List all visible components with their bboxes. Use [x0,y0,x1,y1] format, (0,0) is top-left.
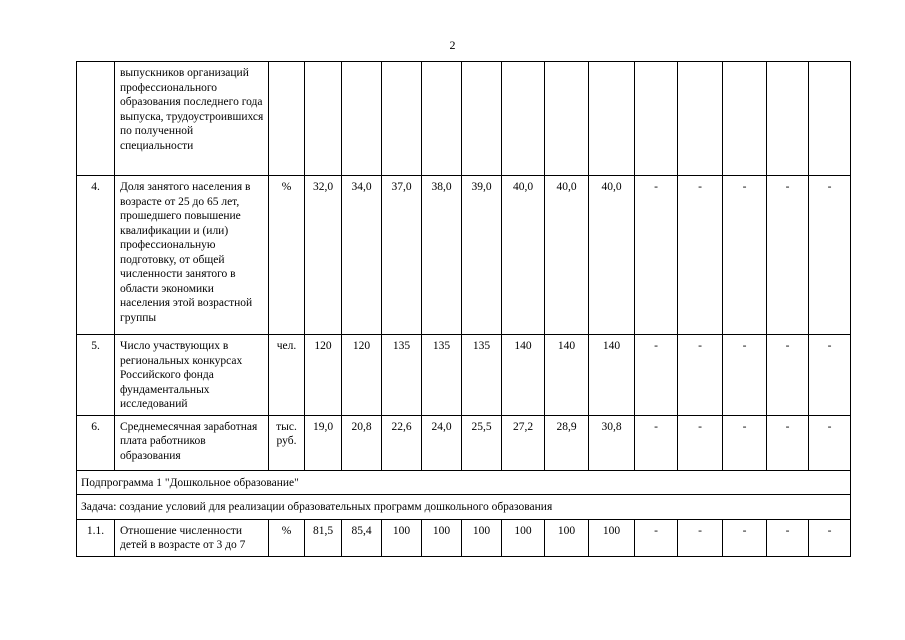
value-cell: - [767,519,809,556]
value-cell: 100 [422,519,462,556]
indicators-table [76,61,851,557]
unit-cell: % [269,519,305,556]
value-cell: 100 [462,519,502,556]
value-cell: 40,0 [545,176,589,335]
value-cell [545,62,589,176]
subprogram-heading: Подпрограмма 1 "Дошкольное образование" [77,470,851,495]
value-cell [422,62,462,176]
table-row [77,176,851,335]
value-cell: 27,2 [502,415,545,470]
task-row [77,495,851,520]
table-row [77,62,851,176]
value-cell [305,62,342,176]
value-cell: 30,8 [589,415,635,470]
value-cell: 140 [502,335,545,416]
value-cell: 120 [342,335,382,416]
indicator-description: выпускников организаций профессионального образования последнего года выпуска, трудоустроившихся по полученной специальности [115,62,269,176]
value-cell [462,62,502,176]
value-cell [502,62,545,176]
value-cell: - [809,519,851,556]
table-row [77,415,851,470]
value-cell [635,62,678,176]
value-cell: - [809,335,851,416]
indicator-description: Число участвующих в региональных конкурсах Российского фонда фундаментальных исследований [115,335,269,416]
page-number: 2 [449,38,456,52]
value-cell: 100 [589,519,635,556]
value-cell: 85,4 [342,519,382,556]
value-cell: 135 [462,335,502,416]
value-cell: - [767,335,809,416]
value-cell: 37,0 [382,176,422,335]
value-cell: - [635,519,678,556]
value-cell: 25,5 [462,415,502,470]
value-cell: - [723,415,767,470]
value-cell: 24,0 [422,415,462,470]
value-cell: - [635,176,678,335]
value-cell: 140 [589,335,635,416]
value-cell: 140 [545,335,589,416]
value-cell [767,62,809,176]
indicator-description: Доля занятого населения в возрасте от 25 до 65 лет, прошедшего повышение квалификации и (или) профессиональную подготовку, от общей численности занятого в области экономики населения этой возрастной группы [115,176,269,335]
value-cell [678,62,723,176]
value-cell: - [635,335,678,416]
value-cell: 120 [305,335,342,416]
value-cell: - [678,415,723,470]
value-cell: 135 [422,335,462,416]
unit-cell: тыс. руб. [269,415,305,470]
row-number: 1.1. [77,519,115,556]
value-cell [589,62,635,176]
value-cell: 81,5 [305,519,342,556]
value-cell: - [767,176,809,335]
value-cell [809,62,851,176]
value-cell: 38,0 [422,176,462,335]
value-cell: - [767,415,809,470]
indicator-description: Среднемесячная заработная плата работников образования [115,415,269,470]
value-cell: 28,9 [545,415,589,470]
value-cell: 135 [382,335,422,416]
value-cell [382,62,422,176]
unit-cell: % [269,176,305,335]
row-number: 4. [77,176,115,335]
table-row [77,335,851,416]
value-cell: 100 [502,519,545,556]
value-cell: - [635,415,678,470]
unit-cell: чел. [269,335,305,416]
value-cell [723,62,767,176]
unit-cell [269,62,305,176]
row-number: 6. [77,415,115,470]
value-cell: 22,6 [382,415,422,470]
row-number [77,62,115,176]
indicator-description: Отношение численности детей в возрасте от 3 до 7 [115,519,269,556]
value-cell [342,62,382,176]
subprogram-row [77,470,851,495]
value-cell: - [678,335,723,416]
value-cell: 20,8 [342,415,382,470]
value-cell: - [678,519,723,556]
value-cell: - [723,335,767,416]
value-cell: 40,0 [589,176,635,335]
value-cell: 40,0 [502,176,545,335]
value-cell: 19,0 [305,415,342,470]
row-number: 5. [77,335,115,416]
value-cell: 32,0 [305,176,342,335]
value-cell: - [723,176,767,335]
value-cell: 39,0 [462,176,502,335]
table-row [77,519,851,556]
value-cell: 34,0 [342,176,382,335]
task-heading: Задача: создание условий для реализации образовательных программ дошкольного образования [77,495,851,520]
value-cell: - [678,176,723,335]
value-cell: - [809,176,851,335]
value-cell: 100 [545,519,589,556]
value-cell: 100 [382,519,422,556]
value-cell: - [809,415,851,470]
value-cell: - [723,519,767,556]
